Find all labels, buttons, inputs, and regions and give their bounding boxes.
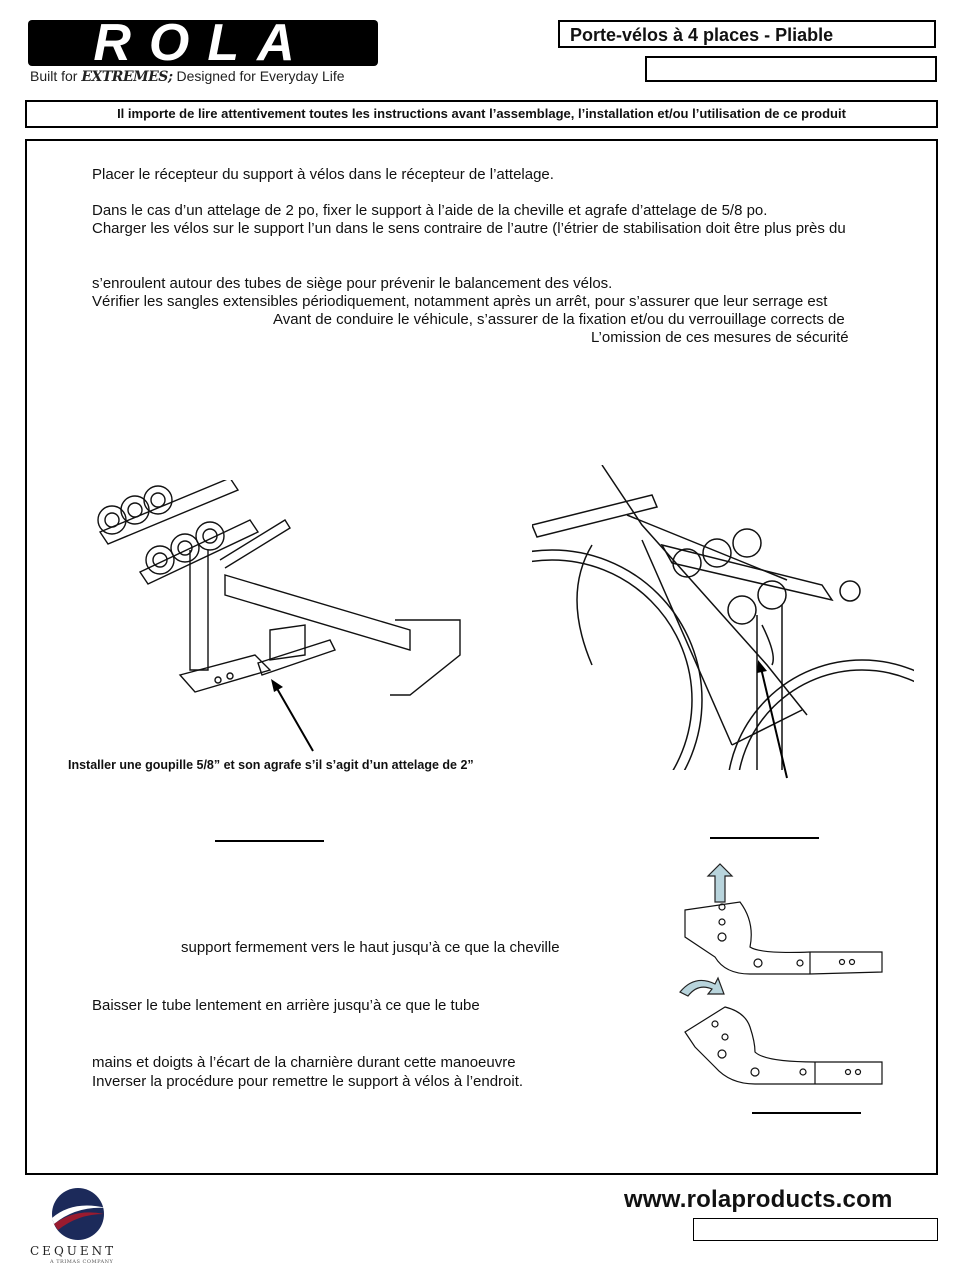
rack-cradle-icons (673, 529, 860, 624)
fold-instruction-3: mains et doigts à l’écart de la charnière durant cette manoeuvre (92, 1054, 516, 1071)
fold-instruction-1: support fermement vers le haut jusqu’à ce que la cheville (181, 939, 560, 956)
diagram-caption-underline (752, 1112, 861, 1114)
fold-instruction-2: Baisser le tube lentement en arrière jusqu’à ce que le tube (92, 997, 480, 1014)
rotate-arrow-icon (680, 978, 724, 996)
bike-cradle-icons (98, 480, 258, 584)
instruction-line-2: Dans le cas d’un attelage de 2 po, fixer le support à l’aide de la cheville et agrafe d’attelage de 5/8 po. (92, 202, 768, 219)
instruction-line-3: Charger les vélos sur le support l’un dans le sens contraire de l’autre (l’étrier de stabilisation doit être plus près du (92, 220, 846, 237)
section-heading-underline-left (215, 840, 324, 842)
instruction-line-4: s’enroulent autour des tubes de siège pour prévenir le balancement des vélos. (92, 275, 613, 292)
bike-on-rack-illustration (532, 465, 914, 770)
cequent-swoosh-logo (48, 1184, 108, 1244)
cequent-brand-sub: A TRIMAS COMPANY (50, 1259, 114, 1265)
instruction-line-6: Avant de conduire le véhicule, s’assurer de la fixation et/ou du verrouillage corrects de (273, 311, 845, 328)
hinge-fold-diagram (670, 862, 890, 1092)
warning-banner: Il importe de lire attentivement toutes les instructions avant l’assemblage, l’installation et/ou l’utilisation de ce produit (25, 100, 938, 128)
fold-instruction-4: Inverser la procédure pour remettre le support à vélos à l’endroit. (92, 1073, 524, 1090)
strap-callout-arrow (755, 660, 795, 780)
callout-arrow (265, 675, 325, 755)
brand-tagline: Built for EXTREMES; Designed for Everyday Life (30, 68, 345, 85)
rola-logo (28, 18, 378, 68)
logo-text: ROLA (93, 18, 313, 68)
instruction-line-7: L’omission de ces mesures de sécurité (591, 329, 849, 346)
website-url[interactable]: www.rolaproducts.com (624, 1186, 893, 1213)
product-title: Porte-vélos à 4 places - Pliable (558, 20, 936, 48)
pin-callout-label: Installer une goupille 5/8” et son agrafe s’il s’agit d’un attelage de 2” (68, 758, 474, 772)
cequent-brand-name: CEQUENT (30, 1244, 117, 1258)
part-number-box (645, 56, 937, 82)
hinge-upright (685, 902, 882, 974)
instruction-line-5: Vérifier les sangles extensibles périodiquement, notamment après un arrêt, pour s’assurer que leur serrage est (92, 293, 828, 310)
section-heading-underline-right (710, 837, 819, 839)
instruction-line-1: Placer le récepteur du support à vélos dans le récepteur de l’attelage. (92, 166, 554, 183)
hinge-folded (685, 1007, 882, 1084)
footer-code-box (693, 1218, 938, 1241)
up-arrow-icon (708, 864, 732, 902)
